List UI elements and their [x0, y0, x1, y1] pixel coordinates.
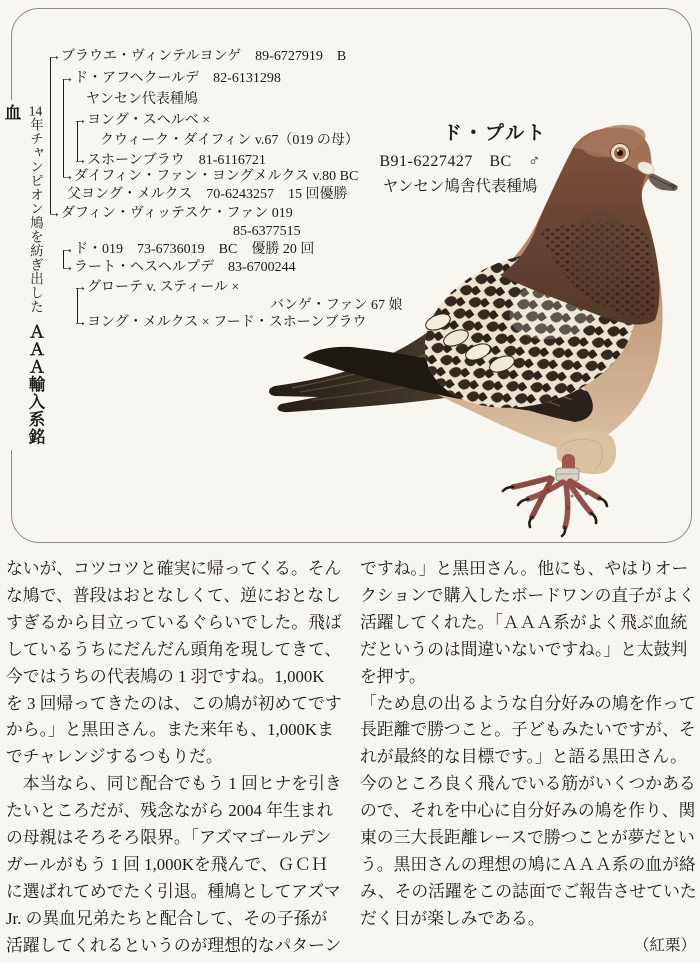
bird-ring-number: B91-6227427 BC ♂: [379, 153, 541, 170]
article-line: ので、それを中心に自分好みの鳩を作り、関: [360, 801, 696, 821]
article-line: み、その活躍をこの誌面でご報告させていた: [360, 881, 697, 901]
article-credit: （紅栗）: [633, 936, 696, 954]
article-line: に選ばれてめでたく引退。種鳩としてアズマ: [6, 881, 341, 901]
article-line: 東の三大長距離レースで勝つことが夢だとい: [360, 828, 695, 848]
article-line: たいところだが、残念ながら 2004 年生まれ: [6, 801, 334, 821]
leg-band: [556, 468, 579, 481]
article-line: すぎるから目立っているぐらいでした。飛ば: [6, 612, 342, 632]
bird-name: ド・プルト: [442, 123, 548, 144]
pedigree-line: →スホーンブラウ 81-6116721: [73, 153, 266, 168]
article-line: から。」と黒田さん。また来年も、1,000Kま: [6, 720, 334, 740]
pigeon-eye: [611, 144, 630, 163]
article-line: 長距離で勝つこと。子どもみたいですが、そ: [360, 720, 696, 740]
article-line: しているうちにだんだん頭角を現してきて、: [6, 639, 342, 659]
pedigree-bracket-line: [63, 79, 64, 177]
article-line: な鳩で、普段はおとなしくて、逆におとなし: [6, 585, 341, 605]
article-line: だく日が楽しみである。: [360, 908, 545, 928]
pedigree-line: →ダフィン・ヴィッテスケ・ファン 019: [47, 206, 293, 221]
pedigree-line: →ヨング・メルクス × フード・スホーンブラウ: [73, 315, 367, 330]
pigeon-photo: [258, 102, 700, 546]
article-line: だというのは間違いないですね。」と太鼓判: [360, 639, 688, 659]
article-line: Jr. の異血兄弟たちと配合して、その子孫が: [6, 908, 328, 928]
article-line: を 3 回帰ってきたのは、この鳩が初めてです: [6, 693, 342, 713]
pedigree-line: →ラート・ヘスヘルプデ 83-6700244: [60, 260, 296, 275]
article-line: クションで購入したボードワンの直子がよく: [360, 585, 696, 605]
pedigree-line: バンゲ・ファン 67 娘: [270, 298, 403, 313]
article-column-right: [360, 556, 698, 960]
article-line: ないが、コツコツと確実に帰ってくる。そん: [6, 559, 342, 578]
article-line: 今のところ良く飛んでいる筋がいくつかある: [360, 774, 696, 794]
pedigree-bracket-line: [77, 288, 78, 323]
pedigree-bracket-line: [63, 250, 64, 268]
headline-year-number: 14: [28, 104, 43, 118]
pedigree-bracket-line: [77, 121, 78, 161]
article-line: 活躍してくれた。「ＡＡＡ系がよく飛ぶ血統: [360, 612, 688, 632]
pedigree-line: ヤンセン代表種鳩: [86, 92, 198, 107]
article-line: でチャレンジするつもりだ。: [6, 747, 223, 767]
pedigree-line: →ド・アフヘクールデ 82-6131298: [60, 71, 281, 86]
article-line: の母親はそろそろ限界。「アズマゴールデン: [6, 828, 332, 848]
pedigree-line: →ド・019 73-6736019 BC 優勝 20 回: [60, 242, 315, 257]
article-line: を押す。: [360, 666, 426, 686]
pedigree-line: →ダイフィン・ファン・ヨングメルクス v.80 BC: [60, 169, 359, 184]
pigeon-feet: [513, 478, 599, 527]
article-line: う。黒田さんの理想の鳩にＡＡＡ系の血が絡: [360, 854, 696, 874]
article-line: ですね。」と黒田さん。他にも、やはりオー: [360, 559, 689, 578]
pedigree-line: →ヨング・スヘルベ ×: [73, 113, 211, 128]
article-line: 活躍してくれるというのが理想的なパターン: [6, 935, 342, 955]
pedigree-bracket-line: [50, 57, 51, 214]
article-line: れが最終的な目標です。」と語る黒田さん。: [360, 747, 687, 767]
bird-description: ヤンセン鳩舎代表種鳩: [382, 178, 538, 195]
pedigree-line: →グローテ v. スティール ×: [73, 280, 240, 295]
pedigree-line: →ブラウエ・ヴィンテルヨンゲ 89-6727919 B: [47, 49, 347, 64]
article-line: 今ではうちの代表鳩の 1 羽ですね。1,000K: [6, 666, 325, 686]
article-line: ガールがもう 1 回 1,000Kを飛んで、ＧＣＨ: [6, 854, 328, 874]
headline-main: ＡＡＡ輸入系銘血: [2, 104, 45, 445]
article-line: 本当なら、同じ配合でもう 1 回ヒナを引き: [6, 774, 342, 794]
pedigree-line: クウィーク・ダイフィン v.67（019 の母）: [100, 133, 359, 148]
article-column-left: [6, 556, 346, 960]
article-line: 「ため息の出るような自分好みの鳩を作って: [360, 693, 696, 713]
pedigree-line: 85-6377515: [233, 224, 301, 239]
headline-lead-text: 年チャンピオン鳩を紡ぎ出した: [28, 117, 43, 314]
pedigree-line: 父ヨング・メルクス 70-6243257 15 回優勝: [67, 187, 348, 202]
